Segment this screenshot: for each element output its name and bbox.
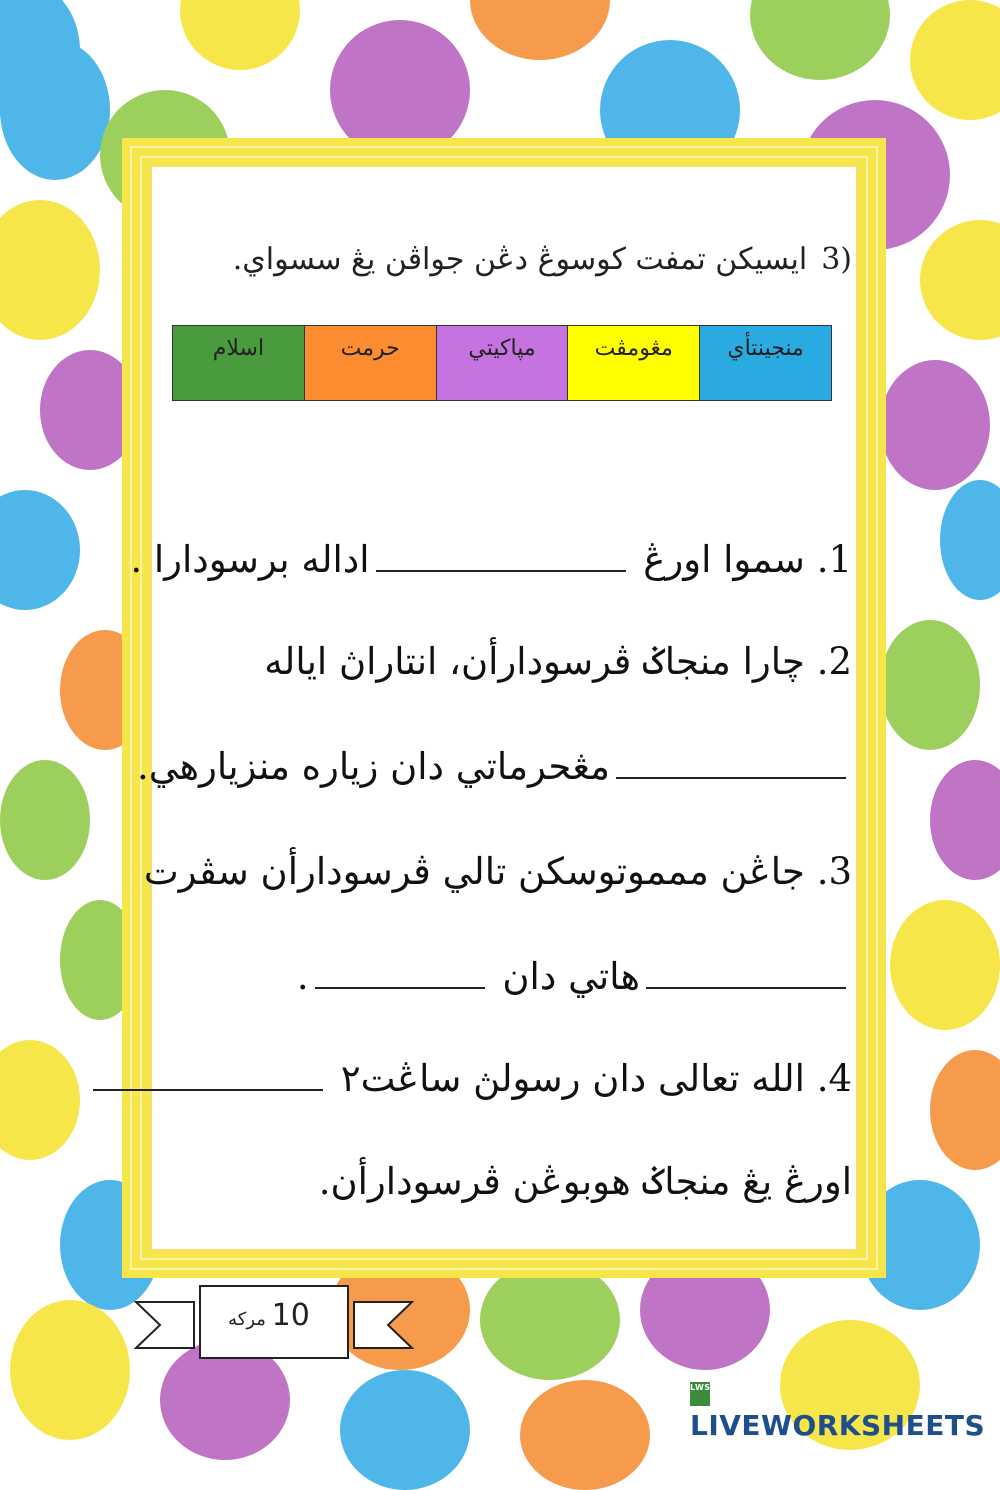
question-title <box>233 242 852 277</box>
word-bank-cell[interactable]: اسلام <box>173 326 304 400</box>
word-bank-cell[interactable]: مپاکيتي <box>436 326 568 400</box>
answer-blank-3a[interactable] <box>646 986 846 989</box>
word-bank-cell[interactable]: مڠومڤت <box>567 326 699 400</box>
question-2-line: 2. چارا منجاݢ ڤرسودارأن، انتاراڽ اياله <box>264 640 852 683</box>
answer-blank-1[interactable] <box>376 569 626 572</box>
answer-blank-2[interactable] <box>616 776 846 779</box>
score-label: مركه <box>228 1309 266 1330</box>
lws-badge-icon: LWS <box>690 1382 710 1406</box>
question-2-line-b: مڠحرماتي دان زياره منزيارهي. <box>137 745 852 788</box>
question-number: 3) <box>821 242 852 277</box>
word-bank-cell[interactable]: منجينتأي <box>699 326 831 400</box>
question-1-line: 1. سموا اورڠ اداله برسودارا . <box>130 538 852 581</box>
answer-blank-3b[interactable] <box>315 986 485 989</box>
score-box <box>222 1298 322 1333</box>
question-3-line-b: هاتي دان . <box>297 955 852 998</box>
question-4-line: 4. الله تعالى دان رسولڽ ساڠت٢ <box>87 1057 852 1100</box>
question-4-line-b: اورڠ يڠ منجاݢ هوبوڠن ڤرسودارأن. <box>318 1160 852 1203</box>
word-bank <box>172 325 832 401</box>
question-3-line: 3. جاڠن ممموتوسكن تالي ڤرسودارأن سڤرت <box>143 850 852 893</box>
word-bank-cell[interactable]: حرمت <box>304 326 436 400</box>
answer-blank-4[interactable] <box>93 1088 323 1091</box>
score-value: 10 <box>271 1298 310 1333</box>
liveworksheets-logo: LWSLIVEWORKSHEETS <box>690 1383 986 1442</box>
question-text: ايسيكن تمفت كوسوڠ دڠن جواڤن يڠ سسواي. <box>232 242 808 277</box>
